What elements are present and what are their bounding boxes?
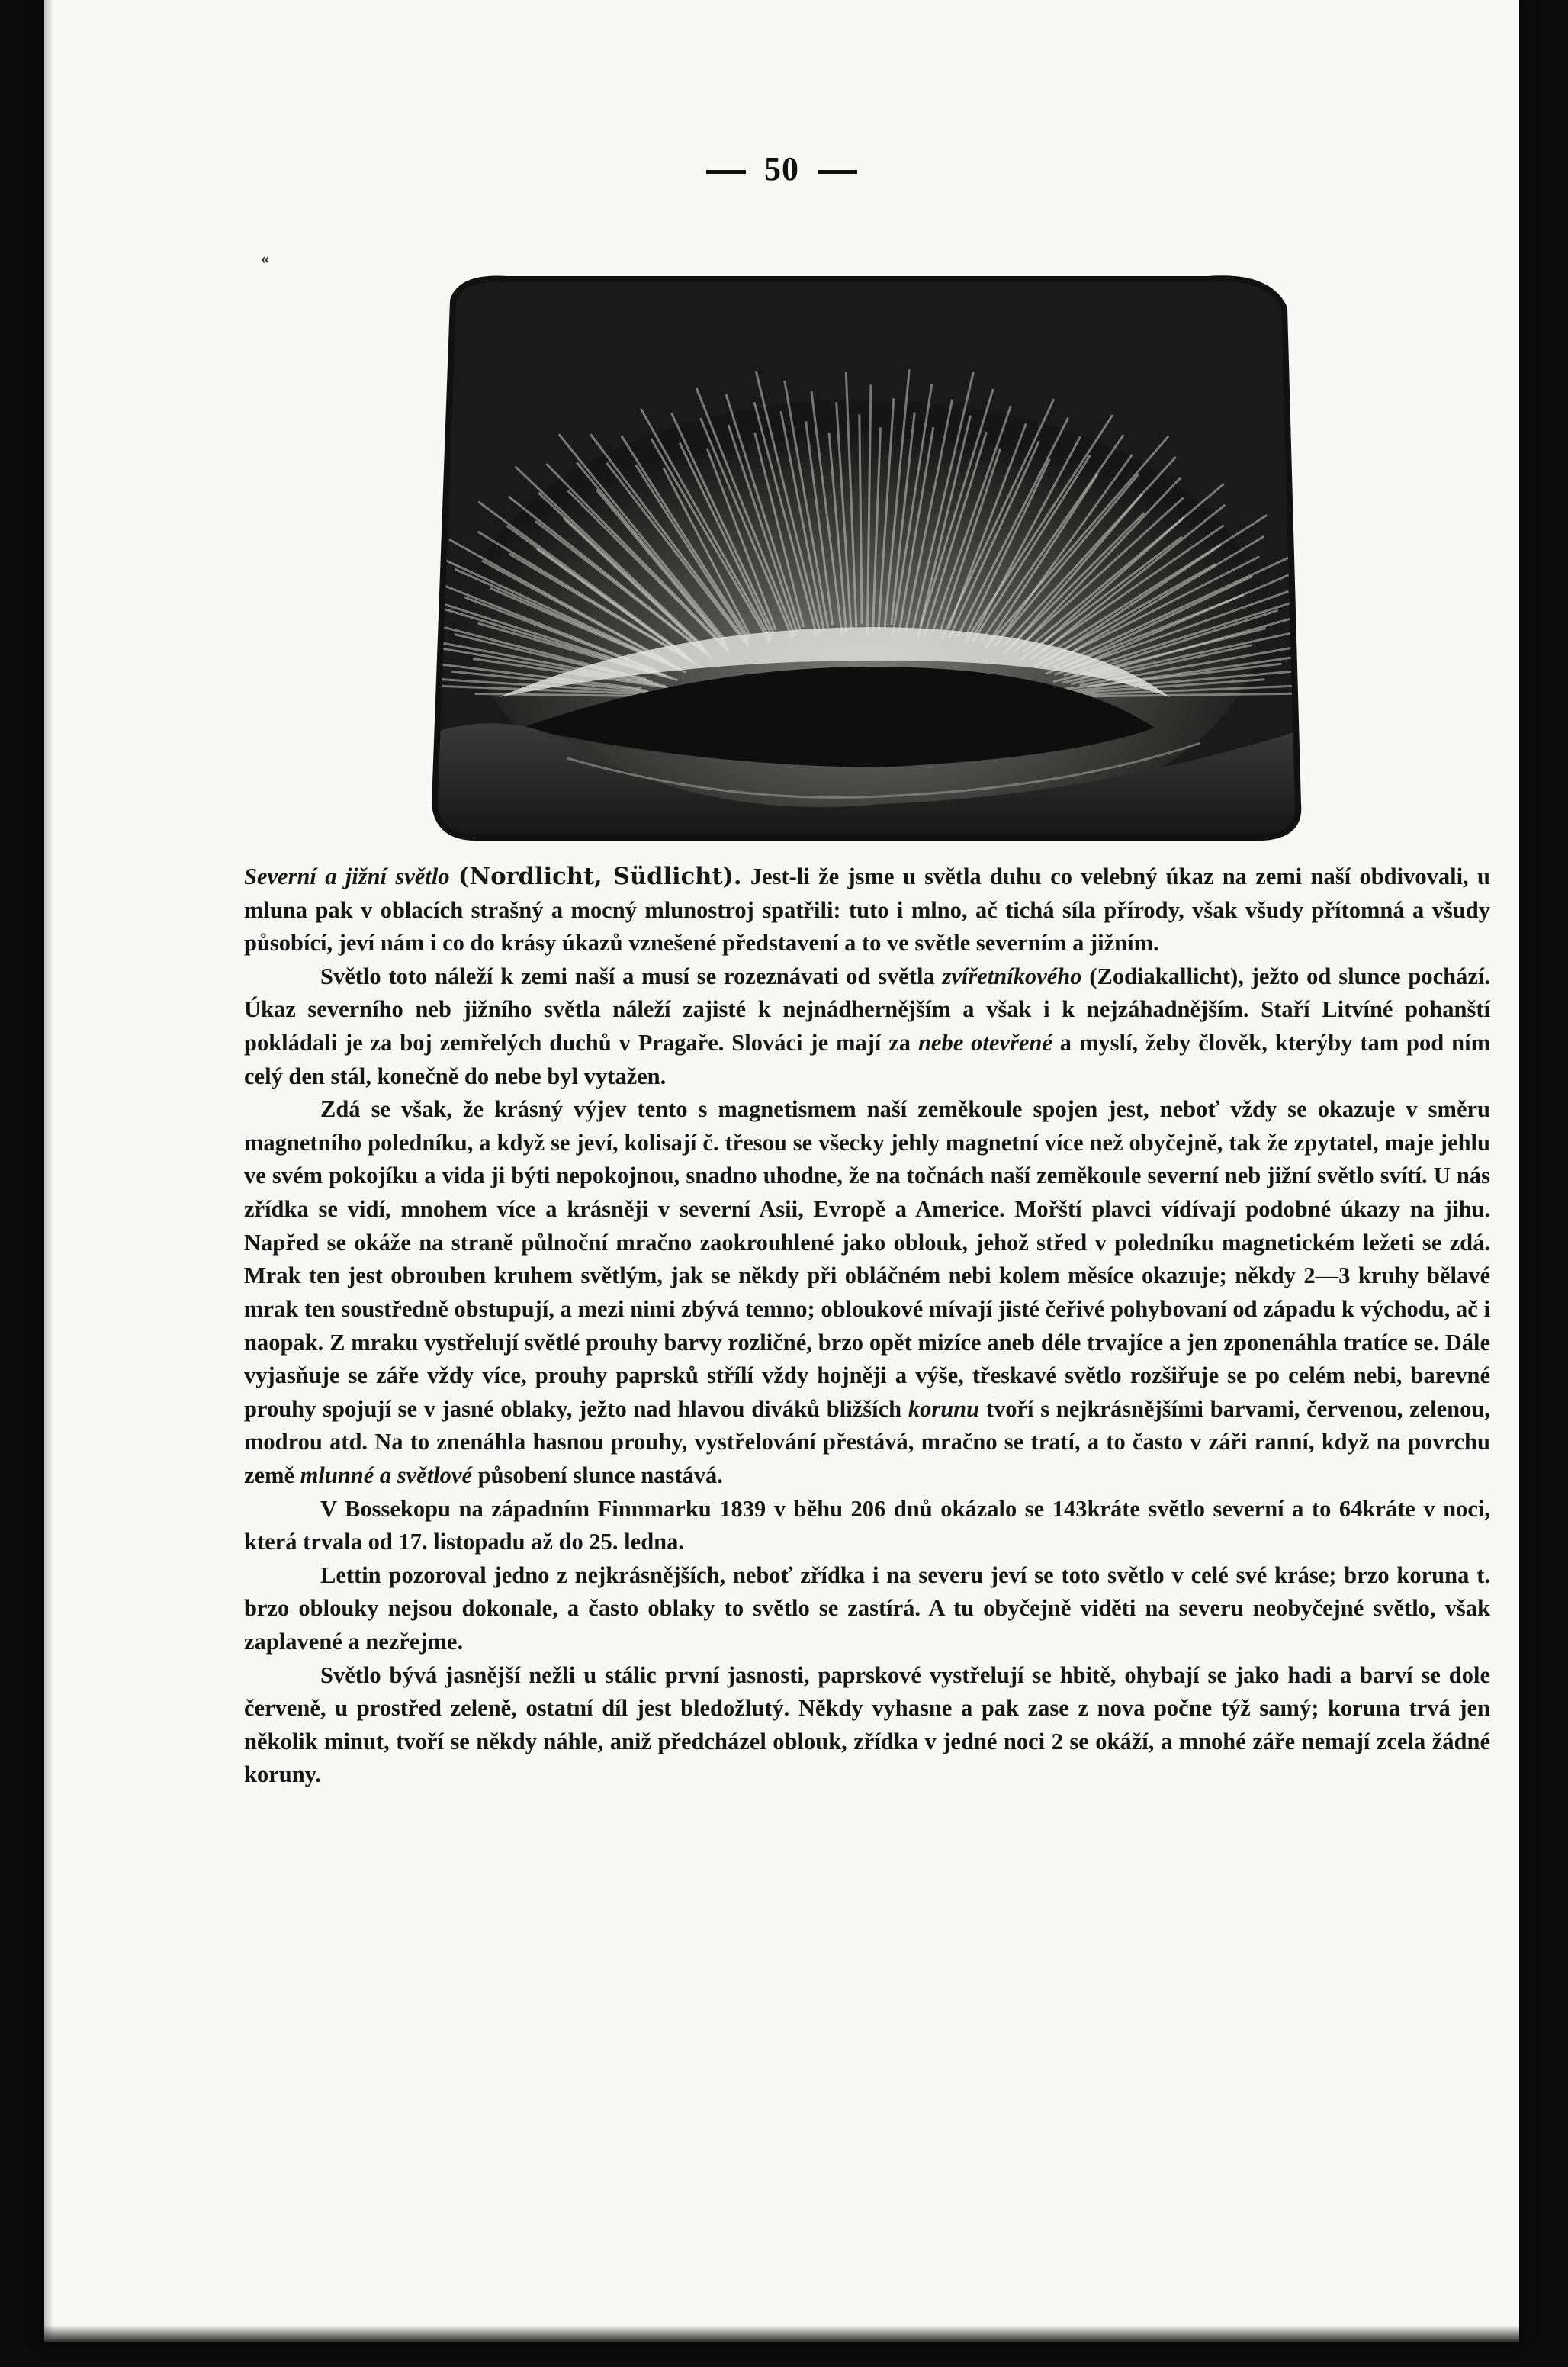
folio-dash-left xyxy=(706,170,746,174)
paragraph-magnetism xyxy=(244,1093,1490,1492)
page-number xyxy=(44,150,1519,188)
paragraph-intro xyxy=(244,860,1490,960)
term-zodiacal: zvířetníkového xyxy=(942,963,1082,989)
aurora-illustration xyxy=(407,270,1309,850)
article-title: Severní a jižní světlo xyxy=(244,864,450,889)
paragraph-bossekop: V Bossekopu na západním Finnmarku 1839 v běhu 206 dnů okázalo se 143kráte světlo severní a to 64kráte v noci, která trvala od 17. listopadu až do 25. ledna. xyxy=(244,1495,1490,1555)
term-open-heaven: nebe otevřené xyxy=(917,1030,1052,1056)
article-body xyxy=(244,860,1490,1792)
scan-edge-bottom xyxy=(44,2325,1519,2342)
term-crown: korunu xyxy=(908,1395,980,1422)
paragraph-brightness: Světlo bývá jasnější nežli u stálic první jasnosti, paprskové vystřelují se hbitě, ohybají se jako hadi a barví se dole červeně, u prostřed zeleně, ostatní díl jest bledožlutý. Někdy vyhasne a pak zase z nova počne týž samý; koruna trvá jen několik minut, tvoří se někdy náhle, aniž předcházel oblouk, zřídka v jedné noci 2 se okáží, a mnohé záře nemají zcela žádné koruny. xyxy=(244,1661,1490,1788)
paragraph-text: působení slunce nastává. xyxy=(472,1462,723,1488)
page-number-text: 50 xyxy=(764,150,799,188)
paragraph-text: Zdá se však, že krásný výjev tento s magnetismem naší zeměkoule spojen jest, neboť vždy se okazuje v směru magnetního poledníku, a když se jeví, kolisají č. třesou se všecky jehly magnetní více než obyčejně, tak že zpytatel, maje jehlu ve svém pokojíku a vida ji býti nepokojnou, snadno uhodne, že na točnách naší zeměkoule severní neb jižní světlo svítí. U nás zřídka se vidí, mnohem více a krásněji v severní Asii, Evropě a Americe. Mořští plavci vídívají podobné úkazy na jihu. Napřed se okáže na straně půlnoční mračno zaokrouhlené jako oblouk, jehož střed v poledníku magnetickém ležeti se zdá. Mrak ten jest obrouben kruhem světlým, jak se někdy při obláčném nebi kolem měsíce okazuje; někdy 2—3 kruhy bělavé mrak ten soustředně obstupují, a mezi nimi zbývá temno; obloukové mívají jisté čeřivé pohybovaní od západu k východu, ač i naopak. Z mraku vystřelují světlé prouhy barvy rozličné, brzo opět mizíce aneb déle trvajíce a jen zponenáhla tratíce se. Dále vyjasňuje se záře vždy více, prouhy paprsků střílí vždy hojněji a výše, třeskavé světlo rozšiřuje se po celém nebi, barevné prouhy spojují se v jasné oblaky, ježto nad hlavou diváků bližších xyxy=(244,1096,1490,1422)
paragraph-text: a myslí, žeby člověk, kterýby tam pod ním celý den stál, konečně do nebe byl vytažen. xyxy=(244,1030,1490,1089)
paragraph-text: Světlo toto náleží k zemi naší a musí se rozeznávati od světla xyxy=(320,963,943,989)
stray-print-mark: « xyxy=(261,249,269,268)
paragraph-lettin: Lettin pozoroval jedno z nejkrásnějších, neboť zřídka i na severu jeví se toto světlo v celé své kráse; brzo koruna t. brzo oblouky nejsou dokonale, a často oblaky to světlo se zastírá. A tu obyčejně viděti na severu neobyčejné světlo, však zaplavené a nezřejme. xyxy=(244,1561,1490,1655)
paragraph-text: Jest-li že jsme u světla duhu co velebný úkaz na zemi naší obdivovali, u mluna pak v oblacích strašný a mocný mlunostroj spatřili: tuto i mlno, ač tichá síla přírody, však všudy přítomná a všudy působící, jeví nám i co do krásy úkazů vznešené představení a to ve světle severním a jižním. xyxy=(244,864,1490,957)
german-terms: (Nordlicht, Südlicht). xyxy=(458,863,742,890)
paragraph-zodiacal xyxy=(244,960,1490,1093)
paragraph-text: (Zodiakallicht), ježto od slunce pochází. Úkaz severního neb jižního světla náleží zajisté k nejnádhernějším a však i k nejzáhadnějším. Staří Litvíné pohanští pokládali je za boj zemřelých duchů v Pragaře. Slováci je mají za xyxy=(244,963,1490,1056)
book-page xyxy=(44,0,1519,2342)
aurora-engraving xyxy=(407,270,1309,850)
term-lightning-light: mlunné a světlové xyxy=(300,1462,472,1488)
paragraph-text: tvoří s nejkrásnějšími barvami, červenou, zelenou, modrou atd. Na to znenáhla hasnou prouhy, vystřelování přestává, mračno se tratí, a to často v záři ranní, když na povrchu země xyxy=(244,1395,1490,1488)
folio-dash-right xyxy=(818,170,857,174)
scan-edge xyxy=(44,0,53,2342)
